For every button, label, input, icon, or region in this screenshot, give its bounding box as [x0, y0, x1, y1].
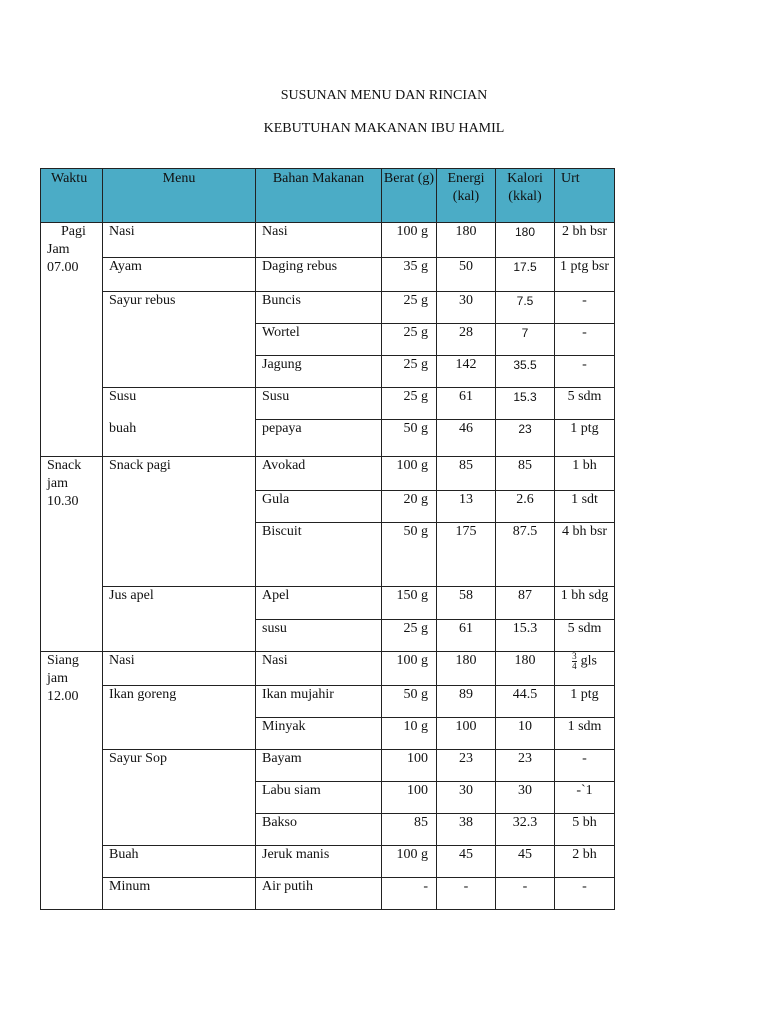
- bahan-cell: susu: [256, 620, 382, 652]
- urt-text: -: [582, 293, 587, 308]
- menu-cell: buah: [103, 420, 256, 457]
- urt-cell: [555, 750, 615, 782]
- table-row: [41, 457, 615, 491]
- urt-cell: [555, 356, 615, 388]
- berat-cell: 20 g: [382, 491, 437, 523]
- kalori-cell: 45: [496, 846, 555, 878]
- menu-table: [40, 168, 615, 910]
- table-row: [41, 782, 615, 814]
- menu-cell: Ayam: [103, 258, 256, 292]
- urt-cell: [555, 491, 615, 523]
- urt-cell: [555, 587, 615, 620]
- kalori-cell: 85: [496, 457, 555, 491]
- table-row: [41, 587, 615, 620]
- table-row: [41, 814, 615, 846]
- bahan-cell: Jagung: [256, 356, 382, 388]
- berat-cell: 100 g: [382, 223, 437, 258]
- energi-cell: 30: [437, 292, 496, 324]
- urt-text: 1 ptg bsr: [560, 259, 609, 274]
- fraction-denominator: 4: [572, 661, 577, 671]
- bahan-cell: Apel: [256, 587, 382, 620]
- urt-text: gls: [580, 653, 597, 669]
- waktu-line: 12.00: [47, 689, 79, 704]
- title-line-1: SUSUNAN MENU DAN RINCIAN: [280, 88, 488, 103]
- urt-cell: [555, 686, 615, 718]
- bahan-cell: Bayam: [256, 750, 382, 782]
- bahan-cell: Air putih: [256, 878, 382, 910]
- fraction: [572, 652, 577, 671]
- urt-text: 5 bh: [572, 815, 597, 830]
- kalori-cell: 17.5: [496, 258, 555, 292]
- waktu-line: Pagi: [61, 224, 86, 239]
- urt-text: 1 ptg: [570, 421, 599, 436]
- urt-cell: [555, 652, 615, 686]
- header-energi: Energi (kal): [437, 169, 496, 223]
- energi-cell: 180: [437, 652, 496, 686]
- kalori-cell: 2.6: [496, 491, 555, 523]
- energi-cell: 13: [437, 491, 496, 523]
- berat-cell: 100 g: [382, 457, 437, 491]
- table-row: [41, 878, 615, 910]
- bahan-cell: Biscuit: [256, 523, 382, 587]
- table-row: [41, 846, 615, 878]
- bahan-cell: Gula: [256, 491, 382, 523]
- urt-cell: [555, 846, 615, 878]
- energi-cell: 28: [437, 324, 496, 356]
- waktu-cell: [41, 652, 103, 910]
- urt-text: 2 bh bsr: [561, 224, 608, 239]
- energi-cell: 100: [437, 718, 496, 750]
- berat-cell: 50 g: [382, 523, 437, 587]
- menu-cell: [103, 324, 256, 356]
- energi-cell: 45: [437, 846, 496, 878]
- kalori-cell: 30: [496, 782, 555, 814]
- berat-cell: 25 g: [382, 356, 437, 388]
- urt-cell: [555, 878, 615, 910]
- berat-cell: 150 g: [382, 587, 437, 620]
- menu-cell: Ikan goreng: [103, 686, 256, 718]
- table-row: [41, 491, 615, 523]
- bahan-cell: Nasi: [256, 223, 382, 258]
- urt-text: 5 sdm: [567, 389, 602, 404]
- berat-cell: 100 g: [382, 846, 437, 878]
- berat-cell: 25 g: [382, 292, 437, 324]
- table-row: [41, 523, 615, 587]
- energi-cell: 61: [437, 620, 496, 652]
- urt-cell: [555, 718, 615, 750]
- kalori-cell: 15.3: [496, 388, 555, 420]
- table-body: [41, 223, 615, 910]
- bahan-cell: Susu: [256, 388, 382, 420]
- table-row: [41, 324, 615, 356]
- menu-cell: Sayur Sop: [103, 750, 256, 782]
- menu-cell: Jus apel: [103, 587, 256, 620]
- kalori-cell: 7.5: [496, 292, 555, 324]
- table-row: [41, 620, 615, 652]
- energi-cell: 89: [437, 686, 496, 718]
- kalori-cell: 15.3: [496, 620, 555, 652]
- header-berat: Berat (g): [382, 169, 437, 223]
- menu-cell: [103, 782, 256, 814]
- table-row: [41, 223, 615, 258]
- table-row: [41, 718, 615, 750]
- urt-text: 1 ptg: [570, 687, 599, 702]
- urt-text: 5 sdm: [567, 621, 602, 636]
- header-menu: Menu: [103, 169, 256, 223]
- bahan-cell: Daging rebus: [256, 258, 382, 292]
- berat-cell: -: [382, 878, 437, 910]
- energi-cell: 30: [437, 782, 496, 814]
- menu-cell: Nasi: [103, 223, 256, 258]
- urt-cell: [555, 388, 615, 420]
- kalori-cell: 23: [496, 750, 555, 782]
- bahan-cell: Wortel: [256, 324, 382, 356]
- energi-cell: 61: [437, 388, 496, 420]
- table-row: [41, 652, 615, 686]
- energi-cell: 38: [437, 814, 496, 846]
- berat-cell: 50 g: [382, 420, 437, 457]
- menu-cell: Buah: [103, 846, 256, 878]
- waktu-line: Snack: [47, 458, 82, 473]
- menu-cell: [103, 523, 256, 587]
- menu-cell: Sayur rebus: [103, 292, 256, 324]
- urt-cell: [555, 420, 615, 457]
- urt-cell: [555, 523, 615, 587]
- menu-cell: Nasi: [103, 652, 256, 686]
- table-row: [41, 750, 615, 782]
- header-kalori: Kalori (kkal): [496, 169, 555, 223]
- kalori-cell: 180: [496, 223, 555, 258]
- kalori-cell: 32.3: [496, 814, 555, 846]
- menu-cell: [103, 620, 256, 652]
- waktu-line: jam: [47, 476, 68, 491]
- urt-cell: [555, 324, 615, 356]
- bahan-cell: Minyak: [256, 718, 382, 750]
- kalori-cell: 180: [496, 652, 555, 686]
- table-row: [41, 420, 615, 457]
- urt-text: -`1: [576, 783, 593, 798]
- urt-text: -: [582, 751, 587, 766]
- waktu-line: 10.30: [47, 494, 79, 509]
- urt-cell: [555, 814, 615, 846]
- berat-cell: 85: [382, 814, 437, 846]
- urt-text: 1 sdm: [567, 719, 602, 734]
- berat-cell: 50 g: [382, 686, 437, 718]
- kalori-cell: -: [496, 878, 555, 910]
- table-row: [41, 356, 615, 388]
- berat-cell: 35 g: [382, 258, 437, 292]
- berat-cell: 25 g: [382, 388, 437, 420]
- table-header-row: [41, 169, 615, 223]
- bahan-cell: Buncis: [256, 292, 382, 324]
- urt-text: -: [582, 325, 587, 340]
- bahan-cell: Bakso: [256, 814, 382, 846]
- bahan-cell: Labu siam: [256, 782, 382, 814]
- energi-cell: 58: [437, 587, 496, 620]
- berat-cell: 100: [382, 782, 437, 814]
- energi-cell: 175: [437, 523, 496, 587]
- urt-text: 1 bh: [572, 458, 597, 473]
- energi-cell: -: [437, 878, 496, 910]
- menu-cell: Susu: [103, 388, 256, 420]
- energi-cell: 85: [437, 457, 496, 491]
- kalori-cell: 23: [496, 420, 555, 457]
- menu-cell: [103, 356, 256, 388]
- table-row: [41, 292, 615, 324]
- waktu-line: 07.00: [47, 260, 79, 275]
- header-bahan-makanan: Bahan Makanan: [256, 169, 382, 223]
- menu-cell: Snack pagi: [103, 457, 256, 491]
- berat-cell: 25 g: [382, 620, 437, 652]
- bahan-cell: pepaya: [256, 420, 382, 457]
- waktu-line: jam: [47, 671, 68, 686]
- kalori-cell: 7: [496, 324, 555, 356]
- berat-cell: 25 g: [382, 324, 437, 356]
- kalori-cell: 87.5: [496, 523, 555, 587]
- menu-cell: Minum: [103, 878, 256, 910]
- waktu-line: Jam: [47, 242, 70, 257]
- urt-text: -: [582, 879, 587, 894]
- title-line-2: KEBUTUHAN MAKANAN IBU HAMIL: [263, 121, 505, 136]
- energi-cell: 46: [437, 420, 496, 457]
- urt-cell: [555, 223, 615, 258]
- urt-text: 4 bh bsr: [561, 524, 608, 539]
- urt-text: 1 bh sdg: [560, 588, 609, 603]
- urt-cell: [555, 457, 615, 491]
- fraction-numerator: 3: [572, 651, 577, 661]
- menu-cell: [103, 491, 256, 523]
- bahan-cell: Ikan mujahir: [256, 686, 382, 718]
- bahan-cell: Nasi: [256, 652, 382, 686]
- energi-cell: 180: [437, 223, 496, 258]
- table-row: [41, 258, 615, 292]
- menu-cell: [103, 814, 256, 846]
- berat-cell: 100 g: [382, 652, 437, 686]
- kalori-cell: 10: [496, 718, 555, 750]
- table-row: [41, 686, 615, 718]
- urt-cell: [555, 292, 615, 324]
- header-urt: Urt: [555, 169, 615, 223]
- urt-text: 2 bh: [572, 847, 597, 862]
- menu-cell: [103, 718, 256, 750]
- table-row: [41, 388, 615, 420]
- kalori-cell: 35.5: [496, 356, 555, 388]
- energi-cell: 142: [437, 356, 496, 388]
- berat-cell: 10 g: [382, 718, 437, 750]
- urt-cell: [555, 620, 615, 652]
- urt-cell: [555, 258, 615, 292]
- energi-cell: 50: [437, 258, 496, 292]
- waktu-cell: [41, 223, 103, 457]
- energi-cell: 23: [437, 750, 496, 782]
- kalori-cell: 87: [496, 587, 555, 620]
- urt-text: -: [582, 357, 587, 372]
- kalori-cell: 44.5: [496, 686, 555, 718]
- urt-text: 1 sdt: [571, 492, 598, 507]
- waktu-cell: [41, 457, 103, 652]
- urt-cell: [555, 782, 615, 814]
- header-waktu: Waktu: [41, 169, 103, 223]
- bahan-cell: Jeruk manis: [256, 846, 382, 878]
- bahan-cell: Avokad: [256, 457, 382, 491]
- berat-cell: 100: [382, 750, 437, 782]
- waktu-line: Siang: [47, 653, 79, 668]
